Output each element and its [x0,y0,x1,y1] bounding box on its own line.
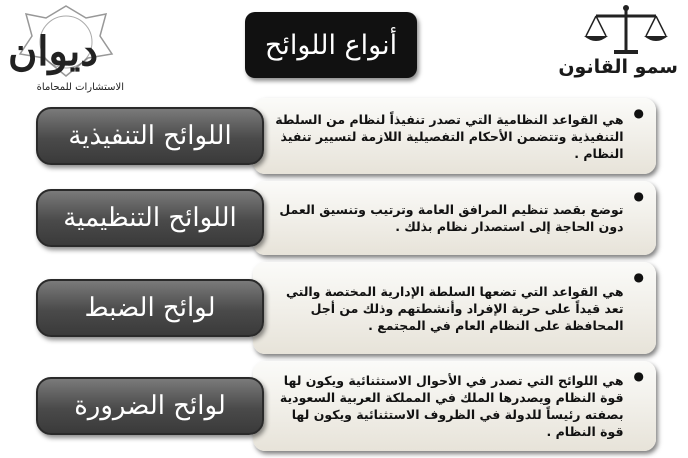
regulation-type-label: اللوائح التنظيمية [36,189,264,247]
regulation-row [36,361,656,451]
page-title: أنواع اللوائح [245,12,417,78]
definition-text: هي القواعد النظامية التي تصدر تنفيذاً لنظام من السلطة التنفيذية وتتضمن الأحكام التفصيلية اللازمة لتسيير تنفيذ النظام . [275,111,624,161]
logo-subtitle: الاستشارات للمحاماة [36,82,124,93]
definition-text: توضع بقصد تنظيم المرافق العامة وترتيب وتنسيق العمل دون الحاجة إلى استصدار نظام بذلك . [279,202,624,234]
definition-text: هي اللوائح التي تصدر في الأحوال الاستثنائية ويكون لها قوة النظام ويصدرها الملك في المملكة العربية السعودية بصفته رئيساً للدولة في الظروف الاستثنائية ويكون لها قوة النظام . [279,373,624,439]
sumow-alqanoon-logo [558,4,682,88]
definition-box [253,262,656,354]
definition-box [253,181,656,255]
definition-box [253,361,656,451]
regulation-type-label: لوائح الضبط [36,279,264,337]
regulation-row [36,98,656,174]
definition-text: هي القواعد التي تضعها السلطة الإدارية المختصة والتي تعد قيداً على حرية الإفراد وأنشطتهم وذلك من أجل المحافظة على النظام العام في المجتمع . [285,283,624,333]
regulation-type-label: اللوائح التنفيذية [36,107,264,165]
regulation-type-label: لوائح الضرورة [36,377,264,435]
bullet-icon: ● [633,270,644,284]
diwan-logo [2,2,130,98]
scales-icon [570,4,682,58]
bullet-icon: ● [633,369,644,383]
bullet-icon: ● [633,189,644,203]
logo-name: سمو القانون [558,56,678,78]
regulation-row [36,262,656,354]
logo-wordmark: ديوان [8,28,99,75]
definition-box [253,98,656,174]
regulation-row [36,181,656,255]
bullet-icon: ● [633,106,644,120]
